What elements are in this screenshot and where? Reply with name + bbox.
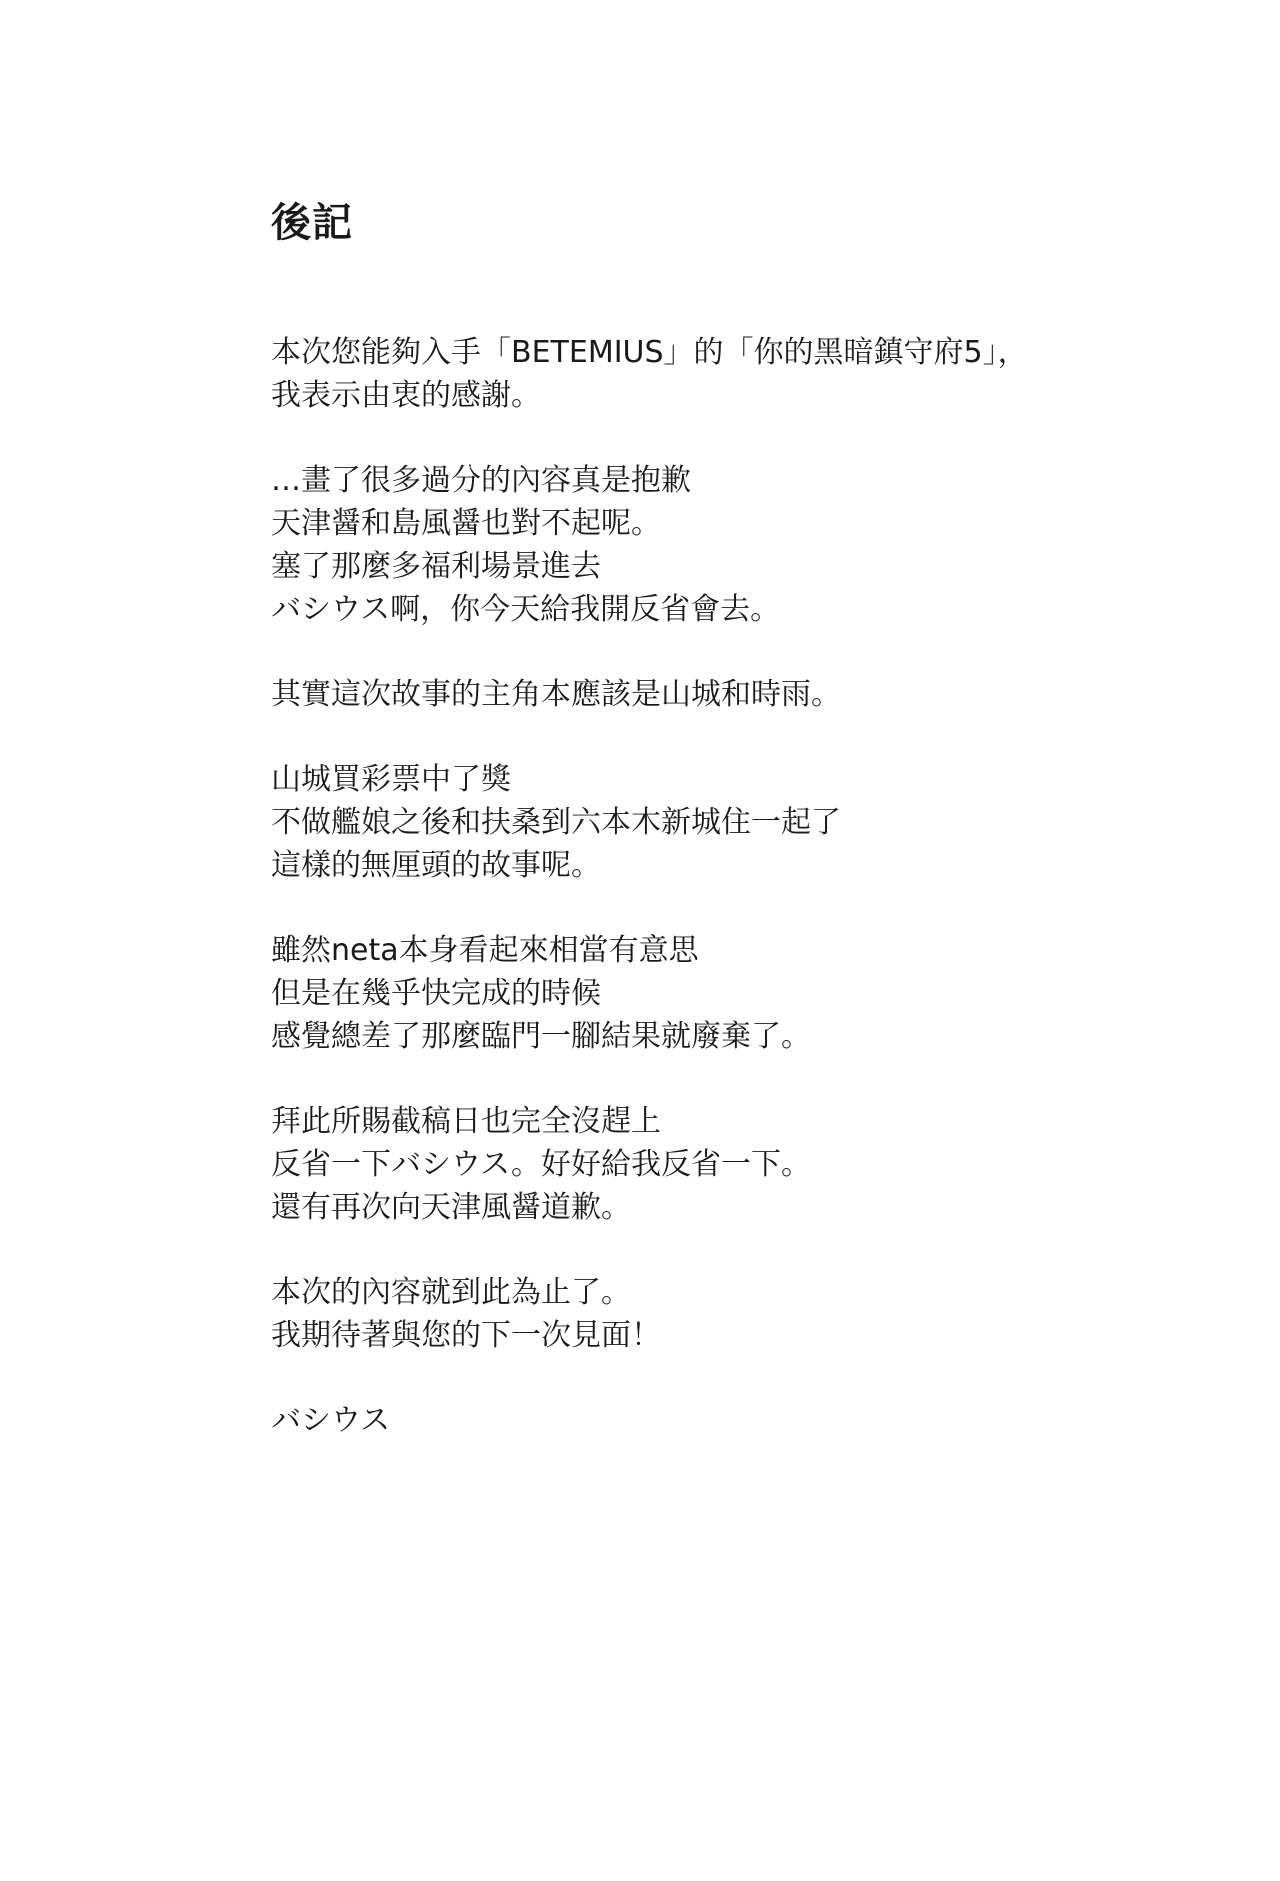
text-line: 拜此所賜截稿日也完全沒趕上 xyxy=(271,1104,661,1139)
text-line: 山城買彩票中了獎 xyxy=(271,762,511,797)
paragraph-thanks xyxy=(271,331,1171,417)
text-line: 雖然neta本身看起來相當有意思 xyxy=(271,933,699,968)
page-title: 後記 xyxy=(271,200,353,246)
text-line: 不做艦娘之後和扶桑到六本木新城住一起了 xyxy=(271,805,841,840)
text-line: 其實這次故事的主角本應該是山城和時雨。 xyxy=(271,677,841,712)
signature xyxy=(271,1399,1171,1442)
paragraph-original-plan xyxy=(271,673,1171,716)
text-line: 這樣的無厘頭的故事呢。 xyxy=(271,848,601,883)
text-line: 我期待著與您的下一次見面！ xyxy=(271,1318,661,1353)
afterword-body xyxy=(271,331,1171,1484)
text-line: 塞了那麼多福利場景進去 xyxy=(271,549,601,584)
text-line: 我表示由衷的感謝。 xyxy=(271,378,541,413)
text-line: 還有再次向天津風醤道歉。 xyxy=(271,1190,631,1225)
paragraph-story-idea xyxy=(271,758,1171,887)
paragraph-abandoned xyxy=(271,929,1171,1058)
text-line: バシウス啊，你今天給我開反省會去。 xyxy=(271,592,781,627)
text-line: 天津醤和島風醤也對不起呢。 xyxy=(271,506,661,541)
text-line: 感覺總差了那麼臨門一腳結果就廢棄了。 xyxy=(271,1019,811,1054)
text-line: 本次您能夠入手「BETEMIUS」的「你的黑暗鎮守府5」， xyxy=(271,335,1028,370)
text-line: 反省一下バシウス。好好給我反省一下。 xyxy=(271,1147,811,1182)
paragraph-apology xyxy=(271,459,1171,631)
paragraph-deadline xyxy=(271,1100,1171,1229)
author-name: バシウス xyxy=(271,1403,391,1438)
text-line: …畫了很多過分的內容真是抱歉 xyxy=(271,463,691,498)
text-line: 本次的內容就到此為止了。 xyxy=(271,1275,631,1310)
text-line: 但是在幾乎快完成的時候 xyxy=(271,976,601,1011)
paragraph-closing xyxy=(271,1271,1171,1357)
